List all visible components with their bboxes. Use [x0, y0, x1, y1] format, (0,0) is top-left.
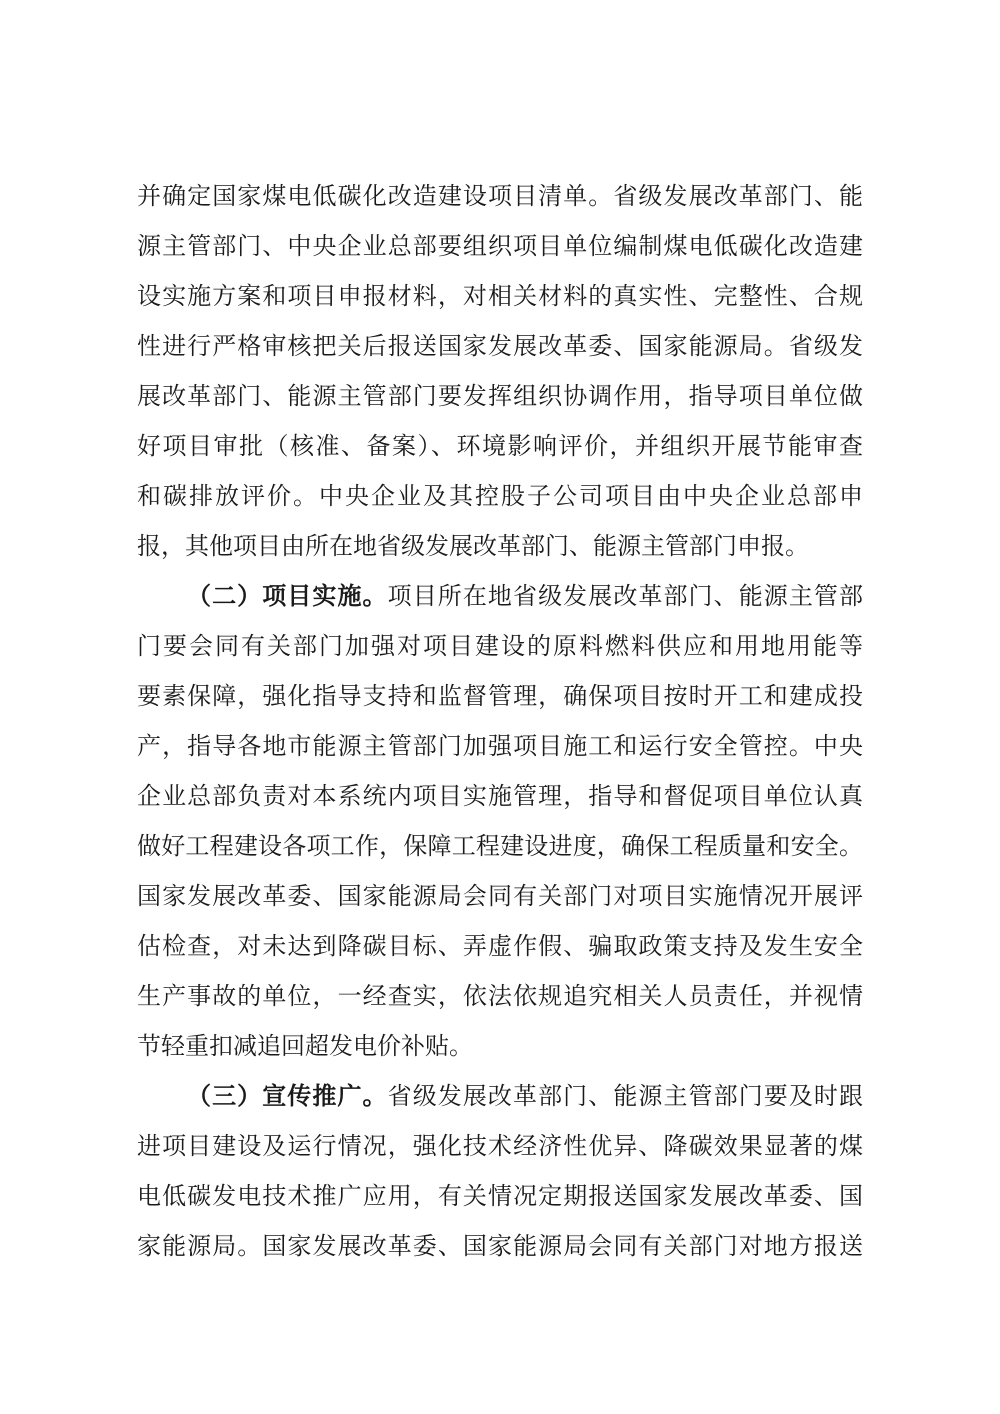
text-segment: 报，其他项目由所在地省级发展改革部门、能源主管部门申报。 — [137, 534, 809, 560]
text-line — [137, 822, 863, 872]
text-segment: 进项目建设及运行情况，强化技术经济性优异、降碳效果显著的煤 — [137, 1134, 863, 1160]
text-line — [137, 972, 863, 1022]
text-line — [137, 1072, 863, 1122]
text-segment: 企业总部负责对本系统内项目实施管理，指导和督促项目单位认真 — [137, 784, 863, 810]
document-body — [137, 172, 863, 1272]
text-segment: 源主管部门、中央企业总部要组织项目单位编制煤电低碳化改造建 — [137, 234, 863, 260]
paragraph — [137, 572, 863, 1072]
section-heading: （三）宣传推广。 — [187, 1084, 388, 1110]
text-line — [137, 772, 863, 822]
text-segment: 和碳排放评价。中央企业及其控股子公司项目由中央企业总部申 — [137, 484, 863, 510]
text-line — [137, 472, 863, 522]
text-line — [137, 722, 863, 772]
paragraph — [137, 172, 863, 572]
text-segment: 估检查，对未达到降碳目标、弄虚作假、骗取政策支持及发生安全 — [137, 934, 863, 960]
text-segment: 要素保障，强化指导支持和监督管理，确保项目按时开工和建成投 — [137, 684, 863, 710]
text-segment: 国家发展改革委、国家能源局会同有关部门对项目实施情况开展评 — [137, 884, 863, 910]
text-line — [137, 572, 863, 622]
text-line — [137, 222, 863, 272]
text-line — [137, 1022, 863, 1072]
text-segment: 做好工程建设各项工作，保障工程建设进度，确保工程质量和安全。 — [137, 834, 863, 860]
text-line — [137, 922, 863, 972]
text-line — [137, 872, 863, 922]
text-line — [137, 1222, 863, 1272]
text-segment: 并确定国家煤电低碳化改造建设项目清单。省级发展改革部门、能 — [137, 184, 863, 210]
text-line — [137, 622, 863, 672]
text-segment: 展改革部门、能源主管部门要发挥组织协调作用，指导项目单位做 — [137, 384, 863, 410]
text-line — [137, 322, 863, 372]
text-segment: 性进行严格审核把关后报送国家发展改革委、国家能源局。省级发 — [137, 334, 863, 360]
text-line — [137, 422, 863, 472]
section-heading: （二）项目实施。 — [187, 584, 388, 610]
text-segment: 好项目审批（核准、备案）、环境影响评价，并组织开展节能审查 — [137, 434, 863, 460]
text-segment: 产，指导各地市能源主管部门加强项目施工和运行安全管控。中央 — [137, 734, 863, 760]
text-segment: 省级发展改革部门、能源主管部门要及时跟 — [387, 1084, 863, 1110]
text-line — [137, 1172, 863, 1222]
text-line — [137, 522, 863, 572]
text-line — [137, 1122, 863, 1172]
text-segment: 节轻重扣减追回超发电价补贴。 — [137, 1034, 473, 1060]
text-line — [137, 672, 863, 722]
text-segment: 项目所在地省级发展改革部门、能源主管部 — [387, 584, 863, 610]
text-line — [137, 172, 863, 222]
text-segment: 门要会同有关部门加强对项目建设的原料燃料供应和用地用能等 — [137, 634, 863, 660]
paragraph — [137, 1072, 863, 1272]
text-segment: 设实施方案和项目申报材料，对相关材料的真实性、完整性、合规 — [137, 284, 863, 310]
text-segment: 电低碳发电技术推广应用，有关情况定期报送国家发展改革委、国 — [137, 1184, 863, 1210]
text-segment: 生产事故的单位，一经查实，依法依规追究相关人员责任，并视情 — [137, 984, 863, 1010]
text-segment: 家能源局。国家发展改革委、国家能源局会同有关部门对地方报送 — [137, 1234, 863, 1260]
text-line — [137, 372, 863, 422]
text-line — [137, 272, 863, 322]
